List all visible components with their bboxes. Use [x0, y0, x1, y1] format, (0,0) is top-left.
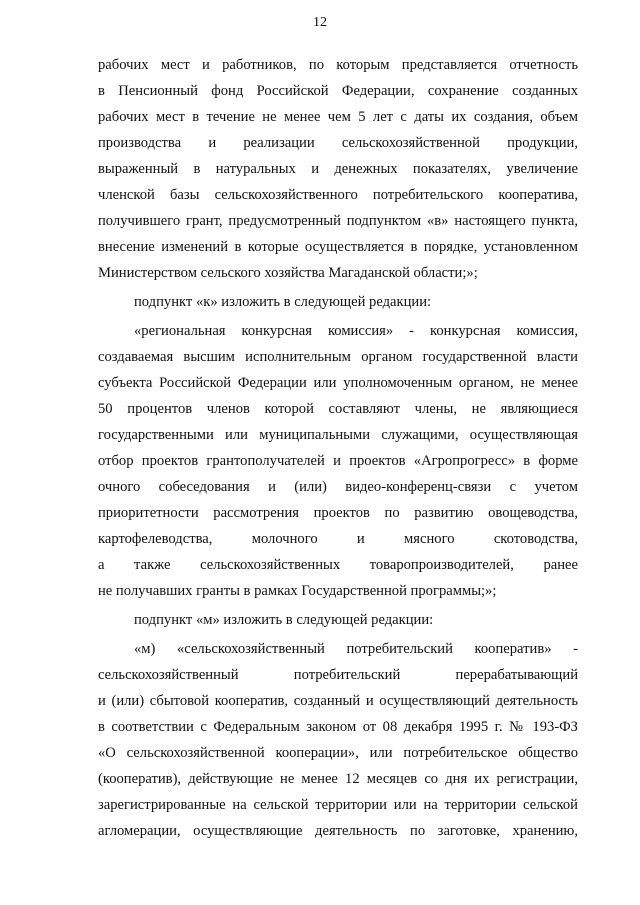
document-body-text: [98, 52, 578, 844]
text-line: агломерации, осуществляющие деятельность по заготовке, хранению,: [98, 823, 578, 839]
text-line: рабочих мест и работников, по которым представляется отчетность: [98, 57, 578, 73]
text-line: членской базы сельскохозяйственного потребительского кооператива,: [98, 187, 578, 203]
text-line: рабочих мест в течение не менее чем 5 лет с даты их создания, объем: [98, 109, 578, 125]
text-line: «О сельскохозяйственной кооперации», или потребительское общество: [98, 745, 578, 761]
text-line: «м) «сельскохозяйственный потребительский кооператив» -: [134, 641, 578, 657]
text-line: не получавших гранты в рамках Государственной программы;»;: [98, 583, 497, 599]
text-line: внесение изменений в которые осуществляется в порядке, установленном: [98, 239, 578, 255]
text-line: зарегистрированные на сельской территории или на территории сельской: [98, 797, 578, 813]
text-line: 50 процентов членов которой составляют члены, не являющиеся: [98, 401, 578, 417]
text-line: отбор проектов грантополучателей и проектов «Агропрогресс» в форме: [98, 453, 578, 469]
text-line: создаваемая высшим исполнительным органом государственной власти: [98, 349, 578, 365]
text-line: а также сельскохозяйственных товаропроизводителей, ранее: [98, 557, 578, 573]
text-line: сельскохозяйственный потребительский перерабатывающий: [98, 667, 578, 683]
text-line: получившего грант, предусмотренный подпунктом «в» настоящего пункта,: [98, 213, 578, 229]
text-line: государственными или муниципальными служащими, осуществляющая: [98, 427, 578, 443]
text-line: подпункт «к» изложить в следующей редакции:: [134, 294, 432, 310]
text-line: субъекта Российской Федерации или уполномоченным органом, не менее: [98, 375, 578, 391]
text-line: выраженный в натуральных и денежных показателях, увеличение: [98, 161, 578, 177]
text-line: производства и реализации сельскохозяйственной продукции,: [98, 135, 578, 151]
text-line: подпункт «м» изложить в следующей редакции:: [134, 612, 434, 628]
page-number: 12: [313, 15, 327, 30]
text-line: и (или) сбытовой кооператив, созданный и осуществляющий деятельность: [98, 693, 578, 709]
text-line: «региональная конкурсная комиссия» - конкурсная комиссия,: [134, 323, 578, 339]
text-line: в Пенсионный фонд Российской Федерации, сохранение созданных: [98, 83, 578, 99]
text-line: картофелеводства, молочного и мясного скотоводства,: [98, 531, 578, 547]
text-line: очного собеседования и (или) видео-конференц-связи с учетом: [98, 479, 578, 495]
text-line: Министерством сельского хозяйства Магаданской области;»;: [98, 265, 478, 281]
text-line: приоритетности рассмотрения проектов по развитию овощеводства,: [98, 505, 578, 521]
text-line: (кооператив), действующие не менее 12 месяцев со дня их регистрации,: [98, 771, 578, 787]
text-line: в соответствии с Федеральным законом от 08 декабря 1995 г. № 193-ФЗ: [98, 719, 578, 735]
